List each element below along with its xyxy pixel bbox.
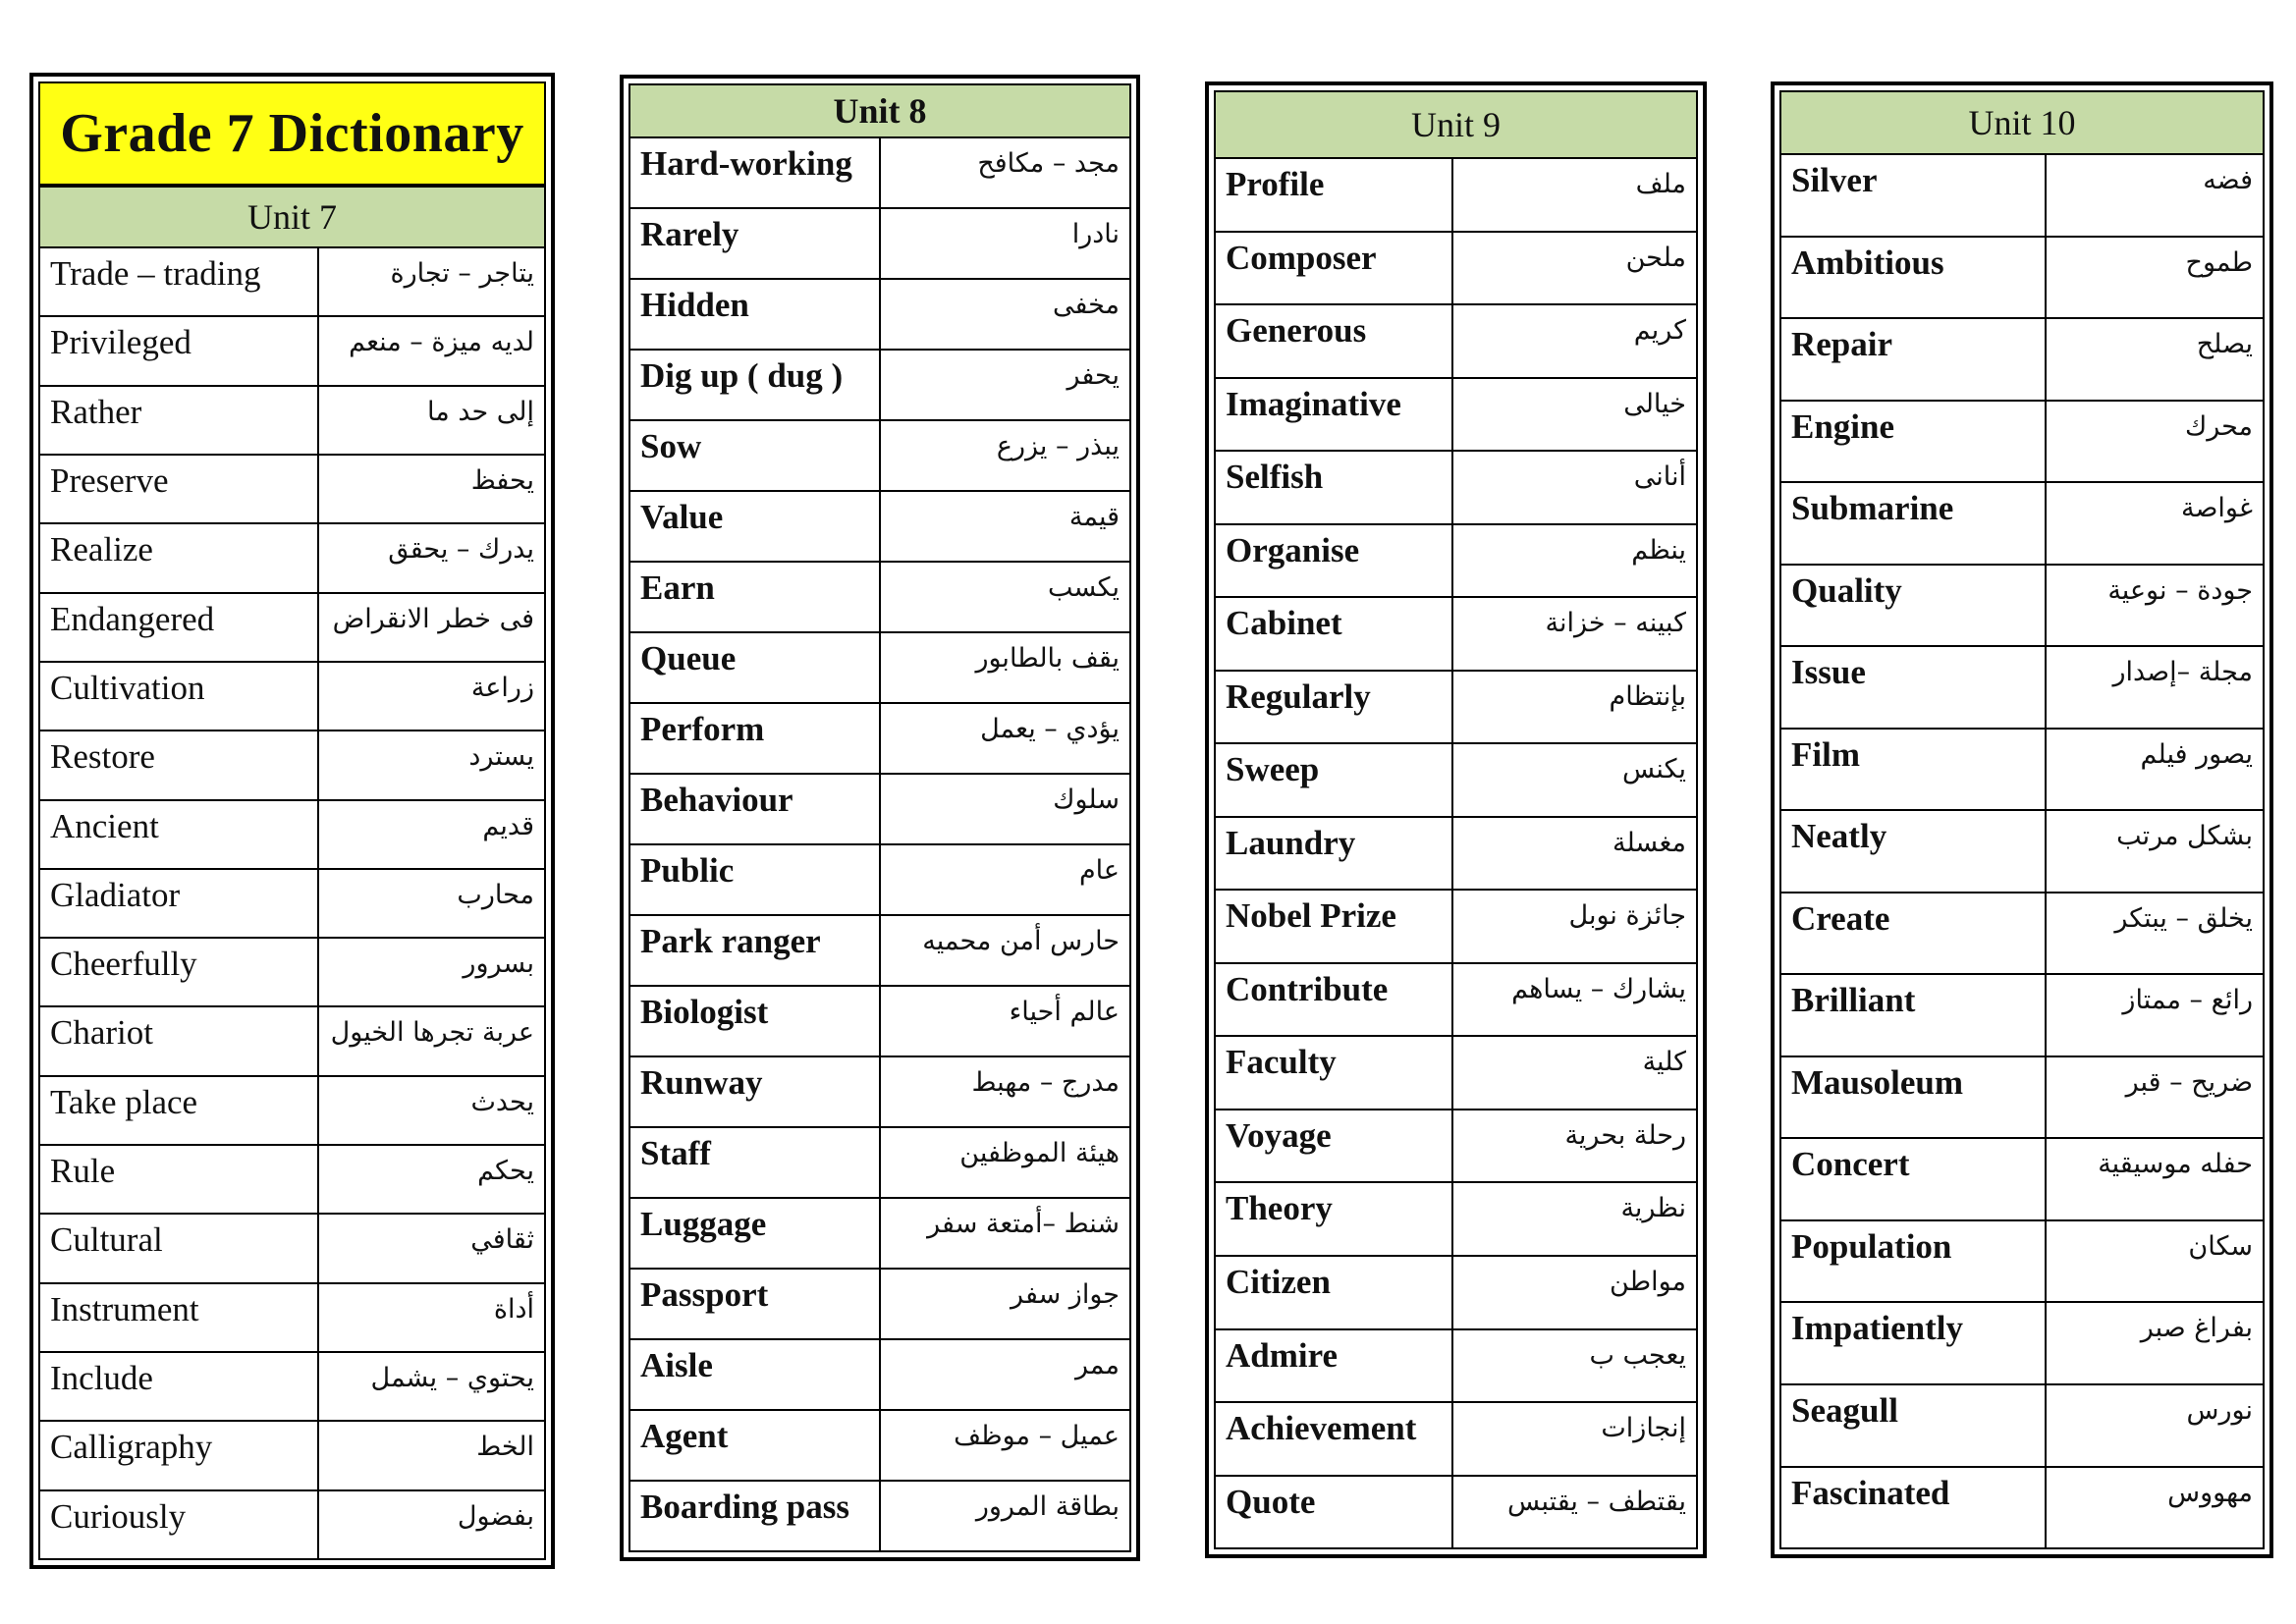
arabic-translation: يتاجر – تجارة <box>390 258 534 289</box>
word-row <box>40 1215 544 1283</box>
english-word: Cheerfully <box>40 939 319 1005</box>
arabic-translation: غواصة <box>2181 493 2253 524</box>
word-row <box>1216 598 1696 672</box>
arabic-translation: فضه <box>2203 165 2253 195</box>
english-word: Contribute <box>1216 964 1453 1036</box>
english-word: Agent <box>630 1411 881 1480</box>
word-row <box>1216 305 1696 379</box>
word-row <box>40 870 544 939</box>
arabic-translation: زراعة <box>470 672 534 703</box>
english-word: Queue <box>630 633 881 702</box>
english-word: Realize <box>40 524 319 591</box>
arabic-translation: يحكم <box>477 1156 534 1187</box>
word-row <box>1781 975 2263 1057</box>
english-word: Luggage <box>630 1199 881 1268</box>
english-word: Public <box>630 845 881 914</box>
english-word: Dig up ( dug ) <box>630 351 881 419</box>
english-word: Brilliant <box>1781 975 2047 1056</box>
word-row <box>1216 1403 1696 1477</box>
word-row <box>630 916 1129 987</box>
word-row <box>40 456 544 524</box>
word-row <box>1781 1057 2263 1140</box>
arabic-translation: يحتوي – يشمل <box>370 1363 534 1393</box>
arabic-translation: جودة – نوعية <box>2107 574 2253 606</box>
unit-10-word-list <box>1781 155 2263 1547</box>
word-row <box>40 1077 544 1146</box>
word-row <box>630 1057 1129 1128</box>
english-word: Runway <box>630 1057 881 1126</box>
word-row <box>1216 233 1696 306</box>
arabic-translation: مجد – مكافح <box>977 148 1120 179</box>
arabic-translation: إنجازات <box>1601 1413 1686 1444</box>
english-word: Perform <box>630 704 881 773</box>
arabic-translation: جائزة نوبل <box>1568 900 1686 932</box>
arabic-translation: يعجب ب <box>1589 1339 1686 1371</box>
english-word: Fascinated <box>1781 1468 2047 1548</box>
english-word: Generous <box>1216 305 1453 377</box>
word-row <box>1216 818 1696 892</box>
word-row <box>1781 155 2263 238</box>
arabic-translation: إلى حد ما <box>427 396 534 427</box>
english-word: Value <box>630 492 881 561</box>
english-word: Cabinet <box>1216 598 1453 670</box>
word-row <box>1216 1330 1696 1404</box>
word-row <box>40 1146 544 1215</box>
word-row <box>630 1340 1129 1411</box>
english-word: Sweep <box>1216 744 1453 816</box>
arabic-translation: كلية <box>1642 1047 1686 1078</box>
english-word: Concert <box>1781 1139 2047 1219</box>
word-row <box>40 524 544 593</box>
arabic-translation: مخفى <box>1052 290 1120 320</box>
word-row <box>1216 964 1696 1038</box>
english-word: Include <box>40 1353 319 1420</box>
word-row <box>1216 1477 1696 1548</box>
word-row <box>630 704 1129 775</box>
arabic-translation: خيالى <box>1623 388 1686 419</box>
word-row <box>40 317 544 386</box>
english-word: Mausoleum <box>1781 1057 2047 1138</box>
arabic-translation: أداة <box>493 1293 534 1325</box>
word-row <box>40 1353 544 1422</box>
english-word: Seagull <box>1781 1385 2047 1466</box>
arabic-translation: مواطن <box>1610 1266 1686 1297</box>
english-word: Biologist <box>630 987 881 1056</box>
arabic-translation: سلوك <box>1053 785 1120 815</box>
word-row <box>40 1491 544 1558</box>
arabic-translation: مجلة –إصدار <box>2112 657 2253 688</box>
arabic-translation: ضريح – قبر <box>2125 1066 2253 1098</box>
word-row <box>1781 811 2263 893</box>
word-row <box>1781 238 2263 320</box>
arabic-translation: مغسلة <box>1613 827 1686 858</box>
word-row <box>1216 891 1696 964</box>
english-word: Repair <box>1781 319 2047 400</box>
word-row <box>630 421 1129 492</box>
word-row <box>630 1199 1129 1270</box>
arabic-translation: محارب <box>457 879 534 910</box>
word-row <box>1781 319 2263 402</box>
english-word: Rather <box>40 387 319 454</box>
word-row <box>630 209 1129 280</box>
word-row <box>1216 159 1696 233</box>
arabic-translation: يقتطف – يقتبس <box>1507 1486 1686 1517</box>
arabic-translation: رحلة بحرية <box>1564 1119 1686 1151</box>
word-row <box>630 280 1129 351</box>
arabic-translation: بطاقة المرور <box>975 1491 1120 1522</box>
english-word: Organise <box>1216 525 1453 597</box>
arabic-translation: يدرك – يحقق <box>388 534 534 566</box>
word-row <box>1781 1468 2263 1548</box>
arabic-translation: سكان <box>2188 1230 2253 1262</box>
english-word: Trade – trading <box>40 248 319 315</box>
english-word: Earn <box>630 563 881 631</box>
word-row <box>630 845 1129 916</box>
english-word: Laundry <box>1216 818 1453 890</box>
word-row <box>40 1284 544 1353</box>
english-word: Ambitious <box>1781 238 2047 318</box>
arabic-translation: يحدث <box>470 1086 534 1117</box>
word-row <box>1781 1385 2263 1468</box>
word-row <box>1216 1037 1696 1110</box>
arabic-translation: نادرا <box>1071 219 1120 249</box>
arabic-translation: بإنتظام <box>1609 680 1686 712</box>
unit-8-column <box>620 75 1140 1561</box>
english-word: Imaginative <box>1216 379 1453 451</box>
word-row <box>630 987 1129 1057</box>
arabic-translation: جواز سفر <box>1011 1279 1120 1310</box>
english-word: Achievement <box>1216 1403 1453 1475</box>
word-row <box>1781 1221 2263 1304</box>
english-word: Impatiently <box>1781 1303 2047 1383</box>
english-word: Population <box>1781 1221 2047 1302</box>
english-word: Submarine <box>1781 483 2047 564</box>
english-word: Selfish <box>1216 452 1453 523</box>
arabic-translation: يحفظ <box>470 464 534 496</box>
english-word: Restore <box>40 731 319 798</box>
word-row <box>40 663 544 731</box>
arabic-translation: عميل – موظف <box>954 1421 1120 1451</box>
unit-7-word-list <box>40 248 544 1558</box>
word-row <box>630 1482 1129 1550</box>
english-word: Privileged <box>40 317 319 384</box>
arabic-translation: ثقافي <box>470 1224 534 1256</box>
arabic-translation: محرك <box>2184 410 2253 442</box>
english-word: Faculty <box>1216 1037 1453 1109</box>
arabic-translation: نورس <box>2186 1394 2253 1426</box>
word-row <box>1216 1183 1696 1257</box>
english-word: Gladiator <box>40 870 319 937</box>
english-word: Aisle <box>630 1340 881 1409</box>
arabic-translation: هيئة الموظفين <box>959 1138 1120 1168</box>
word-row <box>630 633 1129 704</box>
word-row <box>1216 379 1696 453</box>
arabic-translation: ينظم <box>1631 534 1686 566</box>
english-word: Regularly <box>1216 672 1453 743</box>
unit-9-word-list <box>1216 159 1696 1547</box>
english-word: Create <box>1781 893 2047 974</box>
word-row <box>40 248 544 317</box>
english-word: Hard-working <box>630 138 881 207</box>
word-row <box>40 387 544 456</box>
english-word: Curiously <box>40 1491 319 1558</box>
unit-7-heading: Unit 7 <box>40 188 544 248</box>
english-word: Instrument <box>40 1284 319 1351</box>
word-row <box>630 492 1129 563</box>
arabic-translation: رائع – ممتاز <box>2122 985 2253 1016</box>
arabic-translation: يسترد <box>468 741 534 773</box>
arabic-translation: الخط <box>476 1432 534 1463</box>
english-word: Cultivation <box>40 663 319 730</box>
unit-8-word-list <box>630 138 1129 1550</box>
arabic-translation: يؤدي – يعمل <box>980 714 1120 744</box>
word-row <box>1216 672 1696 745</box>
english-word: Preserve <box>40 456 319 522</box>
arabic-translation: يصلح <box>2196 329 2253 360</box>
english-word: Behaviour <box>630 775 881 843</box>
word-row <box>1781 566 2263 648</box>
word-row <box>630 775 1129 845</box>
word-row <box>630 1270 1129 1340</box>
word-row <box>1781 647 2263 730</box>
word-row <box>630 351 1129 421</box>
arabic-translation: أنانى <box>1633 461 1686 493</box>
word-row <box>630 1128 1129 1199</box>
word-row <box>1781 402 2263 484</box>
english-word: Passport <box>630 1270 881 1338</box>
word-row <box>630 138 1129 209</box>
english-word: Quote <box>1216 1477 1453 1548</box>
arabic-translation: عربة تجرها الخيول <box>330 1017 534 1049</box>
arabic-translation: ممر <box>1075 1350 1120 1380</box>
word-row <box>40 1007 544 1076</box>
english-word: Boarding pass <box>630 1482 881 1550</box>
arabic-translation: حارس أمن محميه <box>922 926 1120 956</box>
arabic-translation: كبينه – خزانة <box>1545 608 1686 639</box>
arabic-translation: نظرية <box>1620 1193 1686 1224</box>
english-word: Sow <box>630 421 881 490</box>
arabic-translation: يحفر <box>1066 360 1120 391</box>
english-word: Take place <box>40 1077 319 1144</box>
arabic-translation: مهووس <box>2167 1477 2253 1508</box>
english-word: Calligraphy <box>40 1422 319 1489</box>
word-row <box>1216 452 1696 525</box>
english-word: Chariot <box>40 1007 319 1074</box>
word-row <box>1216 1110 1696 1184</box>
arabic-translation: حفله موسيقية <box>2098 1149 2253 1180</box>
word-row <box>1781 1139 2263 1221</box>
unit-10-column <box>1771 81 2273 1558</box>
english-word: Rarely <box>630 209 881 278</box>
english-word: Rule <box>40 1146 319 1213</box>
english-word: Quality <box>1781 566 2047 646</box>
arabic-translation: قيمة <box>1068 502 1120 532</box>
english-word: Nobel Prize <box>1216 891 1453 962</box>
english-word: Film <box>1781 730 2047 810</box>
english-word: Issue <box>1781 647 2047 728</box>
arabic-translation: بفراغ صبر <box>2140 1313 2253 1344</box>
english-word: Profile <box>1216 159 1453 231</box>
word-row <box>40 731 544 800</box>
word-row <box>1781 483 2263 566</box>
english-word: Voyage <box>1216 1110 1453 1182</box>
arabic-translation: عالم أحياء <box>1009 997 1120 1027</box>
arabic-translation: يخلق – يبتكر <box>2114 902 2253 934</box>
word-row <box>40 939 544 1007</box>
arabic-translation: بفضول <box>457 1500 534 1532</box>
english-word: Citizen <box>1216 1257 1453 1328</box>
english-word: Theory <box>1216 1183 1453 1255</box>
arabic-translation: مدرج – مهبط <box>971 1067 1120 1098</box>
arabic-translation: ملف <box>1635 169 1686 199</box>
english-word: Hidden <box>630 280 881 349</box>
word-row <box>1216 1257 1696 1330</box>
arabic-translation: يصور فيلم <box>2140 738 2253 770</box>
arabic-translation: يكسب <box>1047 572 1120 603</box>
word-row <box>40 594 544 663</box>
arabic-translation: يقف بالطابور <box>975 643 1120 674</box>
arabic-translation: طموح <box>2185 246 2253 278</box>
unit-8-heading: Unit 8 <box>630 85 1129 138</box>
arabic-translation: يشارك – يساهم <box>1511 973 1686 1004</box>
arabic-translation: كريم <box>1633 315 1686 347</box>
word-row <box>630 1411 1129 1482</box>
english-word: Endangered <box>40 594 319 661</box>
english-word: Park ranger <box>630 916 881 985</box>
english-word: Composer <box>1216 233 1453 304</box>
arabic-translation: قديم <box>482 810 534 841</box>
unit-7-column <box>29 73 555 1569</box>
arabic-translation: يكنس <box>1622 754 1686 785</box>
arabic-translation: ملحن <box>1625 242 1686 273</box>
english-word: Ancient <box>40 801 319 868</box>
word-row <box>1216 525 1696 599</box>
word-row <box>40 801 544 870</box>
arabic-translation: بشكل مرتب <box>2116 821 2253 852</box>
word-row <box>1781 730 2263 812</box>
english-word: Silver <box>1781 155 2047 236</box>
english-word: Staff <box>630 1128 881 1197</box>
arabic-translation: بسرور <box>463 948 534 980</box>
word-row <box>1781 893 2263 976</box>
word-row <box>40 1422 544 1490</box>
arabic-translation: لديه ميزة – منعم <box>349 327 534 358</box>
word-row <box>630 563 1129 633</box>
english-word: Admire <box>1216 1330 1453 1402</box>
unit-9-heading: Unit 9 <box>1216 92 1696 159</box>
arabic-translation: شنط –أمتعة سفر <box>927 1209 1120 1239</box>
word-row <box>1781 1303 2263 1385</box>
page-title: Grade 7 Dictionary <box>40 83 544 188</box>
unit-10-heading: Unit 10 <box>1781 92 2263 155</box>
word-row <box>1216 744 1696 818</box>
arabic-translation: عام <box>1078 855 1120 886</box>
arabic-translation: يبذر – يزرع <box>996 431 1120 461</box>
english-word: Engine <box>1781 402 2047 482</box>
arabic-translation: فى خطر الانقراض <box>332 603 534 634</box>
english-word: Cultural <box>40 1215 319 1281</box>
english-word: Neatly <box>1781 811 2047 892</box>
unit-9-column <box>1205 81 1707 1558</box>
